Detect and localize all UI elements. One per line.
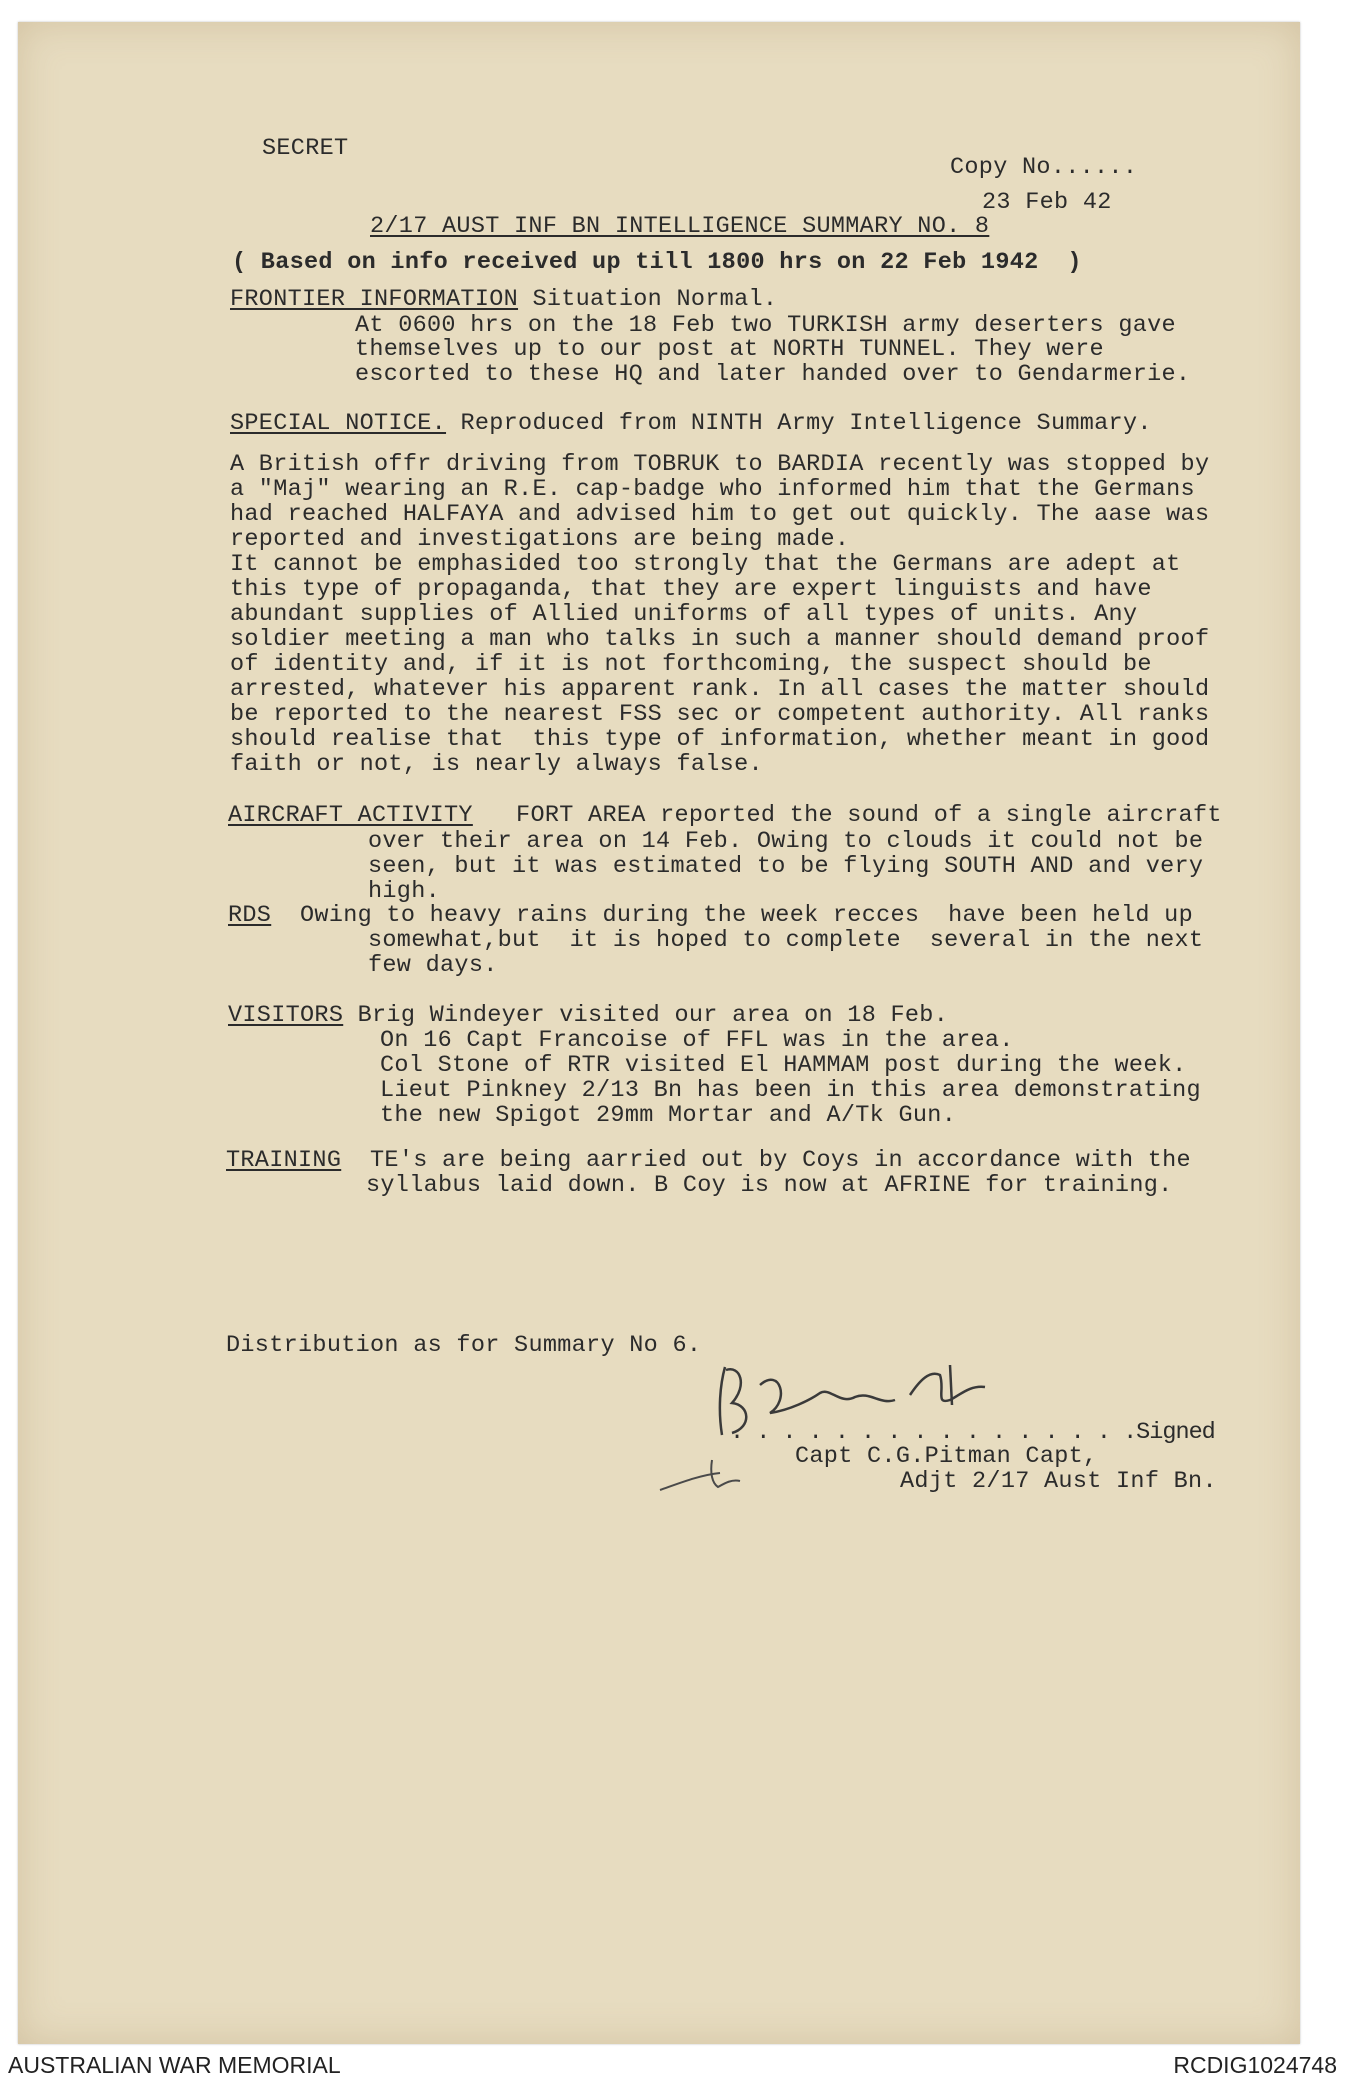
signed-line: . . . . . . . . . . . . . . . .Signed [730, 1419, 1215, 1446]
training-heading: TRAINING [226, 1147, 342, 1174]
aircraft-line: over their area on 14 Feb. Owing to clouds it could not be [368, 828, 1204, 855]
aircraft-heading: AIRCRAFT ACTIVITY [228, 802, 473, 829]
aircraft-line: high. [368, 878, 441, 905]
special-notice-line: A British offr driving from TOBRUK to BARDIA recently was stopped by [230, 451, 1210, 478]
aircraft-line: seen, but it was estimated to be flying SOUTH AND and very [368, 853, 1204, 880]
special-notice-intro: Reproduced from NINTH Army Intelligence Summary. [446, 410, 1152, 437]
document-subtitle: ( Based on info received up till 1800 hrs on 22 Feb 1942 ) [232, 249, 1082, 276]
special-notice-line: this type of propaganda, that they are expert linguists and have [230, 576, 1152, 603]
visitors-line: the new Spigot 29mm Mortar and A/Tk Gun. [380, 1102, 957, 1129]
special-notice-line: a "Maj" wearing an R.E. cap-badge who informed him that the Germans [230, 476, 1195, 503]
special-notice-line: of identity and, if it is not forthcoming, the suspect should be [230, 651, 1152, 678]
rds-heading: RDS [228, 902, 272, 929]
special-notice-line: faith or not, is nearly always false. [230, 751, 763, 778]
special-notice-line: abundant supplies of Allied uniforms of all types of units. Any [230, 601, 1138, 628]
copy-number: Copy No...... [950, 154, 1138, 181]
special-notice-line: soldier meeting a man who talks in such a manner should demand proof [230, 626, 1210, 653]
frontier-heading-line [230, 287, 777, 312]
rds-first-line: Owing to heavy rains during the week recces have been held up [271, 902, 1193, 929]
frontier-line: themselves up to our post at NORTH TUNNEL. They were [355, 336, 1104, 363]
footer-archive-name: AUSTRALIAN WAR MEMORIAL [8, 2052, 341, 2078]
frontier-heading: FRONTIER INFORMATION [230, 286, 519, 313]
special-notice-line: had reached HALFAYA and advised him to get out quickly. The aase was [230, 501, 1210, 528]
special-notice-line: should realise that this type of information, whether meant in good [230, 726, 1210, 753]
visitors-heading-line [228, 1003, 948, 1028]
rds-line: somewhat,but it is hoped to complete several in the next [368, 927, 1204, 954]
frontier-line: At 0600 hrs on the 18 Feb two TURKISH army deserters gave [355, 312, 1176, 339]
special-notice-line: It cannot be emphasided too strongly that the Germans are adept at [230, 551, 1181, 578]
training-first-line: TE's are being aarried out by Coys in accordance with the [341, 1147, 1191, 1174]
visitors-first-line: Brig Windeyer visited our area on 18 Feb. [343, 1002, 949, 1029]
distribution-note: Distribution as for Summary No 6. [226, 1332, 702, 1359]
aircraft-heading-line [228, 803, 1222, 828]
visitors-heading: VISITORS [228, 1002, 344, 1029]
document-date: 23 Feb 42 [982, 189, 1112, 216]
aircraft-first-line: FORT AREA reported the sound of a single aircraft [472, 802, 1222, 829]
rds-heading-line [228, 903, 1193, 928]
signatory-name: Capt C.G.Pitman Capt, [795, 1443, 1098, 1470]
frontier-status: Situation Normal. [518, 286, 778, 313]
special-notice-heading: SPECIAL NOTICE. [230, 410, 447, 437]
footer-record-id: RCDIG1024748 [1173, 2052, 1337, 2078]
training-line: syllabus laid down. B Coy is now at AFRINE for training. [366, 1172, 1173, 1199]
signatory-appointment: Adjt 2/17 Aust Inf Bn. [900, 1468, 1217, 1495]
special-notice-heading-line [230, 411, 1152, 436]
visitors-line: On 16 Capt Francoise of FFL was in the area. [380, 1027, 1014, 1054]
visitors-line: Col Stone of RTR visited El HAMMAM post during the week. [380, 1052, 1187, 1079]
frontier-line: escorted to these HQ and later handed over to Gendarmerie. [355, 361, 1191, 388]
document-title: 2/17 AUST INF BN INTELLIGENCE SUMMARY NO. 8 [370, 213, 990, 240]
visitors-line: Lieut Pinkney 2/13 Bn has been in this area demonstrating [380, 1077, 1201, 1104]
special-notice-line: reported and investigations are being made. [230, 526, 850, 553]
special-notice-line: arrested, whatever his apparent rank. In all cases the matter should [230, 676, 1210, 703]
classification-label: SECRET [262, 135, 349, 162]
rds-line: few days. [368, 952, 498, 979]
special-notice-line: be reported to the nearest FSS sec or competent authority. All ranks [230, 701, 1210, 728]
training-heading-line [226, 1148, 1191, 1173]
